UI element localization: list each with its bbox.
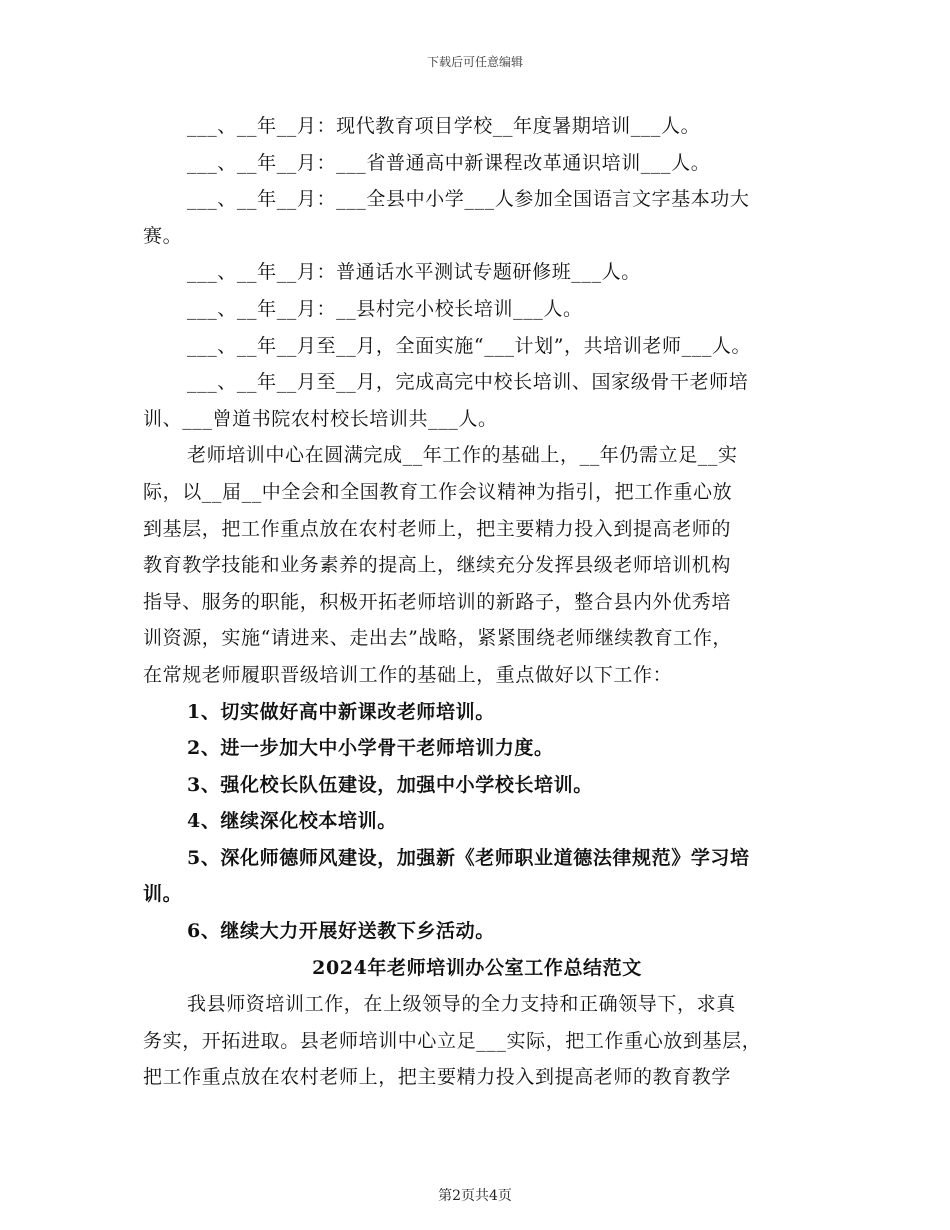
training-record-line: ___、__年__月至__月，全面实施“___计划”，共培训老师___人。 (187, 334, 752, 357)
training-record-line: ___、__年__月：___省普通高中新课程改革通识培训___人。 (187, 151, 711, 174)
training-record-line: ___、__年__月：___全县中小学___人参加全国语言文字基本功大 (187, 188, 750, 211)
page-header: 下载后可任意编辑 (426, 55, 523, 69)
task-item: 5、深化师德师风建设，加强新《老师职业道德法律规范》学习培 (187, 846, 750, 869)
training-record-line: ___、__年__月：普通话水平测试专题研修班___人。 (187, 261, 641, 284)
page-number-footer: 第2页共4页 (438, 1188, 512, 1204)
plan-paragraph-line: 老师培训中心在圆满完成__年工作的基础上，__年仍需立足__实 (187, 444, 738, 467)
task-item: 6、继续大力开展好送教下乡活动。 (187, 920, 495, 943)
plan-paragraph-line: 训资源，实施“请进来、走出去”战略，紧紧围绕老师继续教育工作， (143, 627, 733, 650)
training-record-line: ___、__年__月：现代教育项目学校__年度暑期培训___人。 (187, 115, 701, 137)
task-item: 2、进一步加大中小学骨干老师培训力度。 (187, 737, 554, 760)
summary-paragraph-line: 把工作重点放在农村老师上，把主要精力投入到提高老师的教育教学 (143, 1066, 732, 1089)
task-item-continuation: 训。 (143, 883, 183, 906)
plan-paragraph-line: 在常规老师履职晋级培训工作的基础上，重点做好以下工作： (143, 663, 673, 686)
plan-paragraph-line: 到基层，把工作重点放在农村老师上，把主要精力投入到提高老师的 (143, 517, 732, 540)
document-body (143, 108, 811, 1096)
task-item: 3、强化校长队伍建设，加强中小学校长培训。 (187, 773, 593, 796)
training-record-line: ___、__年__月至__月，完成高完中校长培训、国家级骨干老师培 (187, 371, 749, 394)
document-title: 2024年老师培训办公室工作总结范文 (312, 956, 642, 979)
training-record-line-continuation: 训、___曾道书院农村校长培训共___人。 (143, 407, 498, 430)
task-item: 1、切实做好高中新课改老师培训。 (187, 700, 495, 723)
summary-paragraph-line: 务实，开拓进取。县老师培训中心立足___实际，把工作重心放到基层， (143, 1029, 762, 1052)
task-item: 4、继续深化校本培训。 (187, 810, 397, 833)
training-record-line: ___、__年__月：__县村完小校长培训___人。 (187, 297, 583, 320)
summary-paragraph-line: 我县师资培训工作，在上级领导的全力支持和正确领导下，求真 (187, 993, 736, 1016)
plan-paragraph-line: 指导、服务的职能，积极开拓老师培训的新路子，整合县内外优秀培 (143, 590, 732, 613)
plan-paragraph-line: 际，以__届__中全会和全国教育工作会议精神为指引，把工作重心放 (143, 480, 733, 503)
training-record-line-continuation: 赛。 (143, 224, 183, 247)
plan-paragraph-line: 教育教学技能和业务素养的提高上，继续充分发挥县级老师培训机构 (143, 554, 732, 577)
